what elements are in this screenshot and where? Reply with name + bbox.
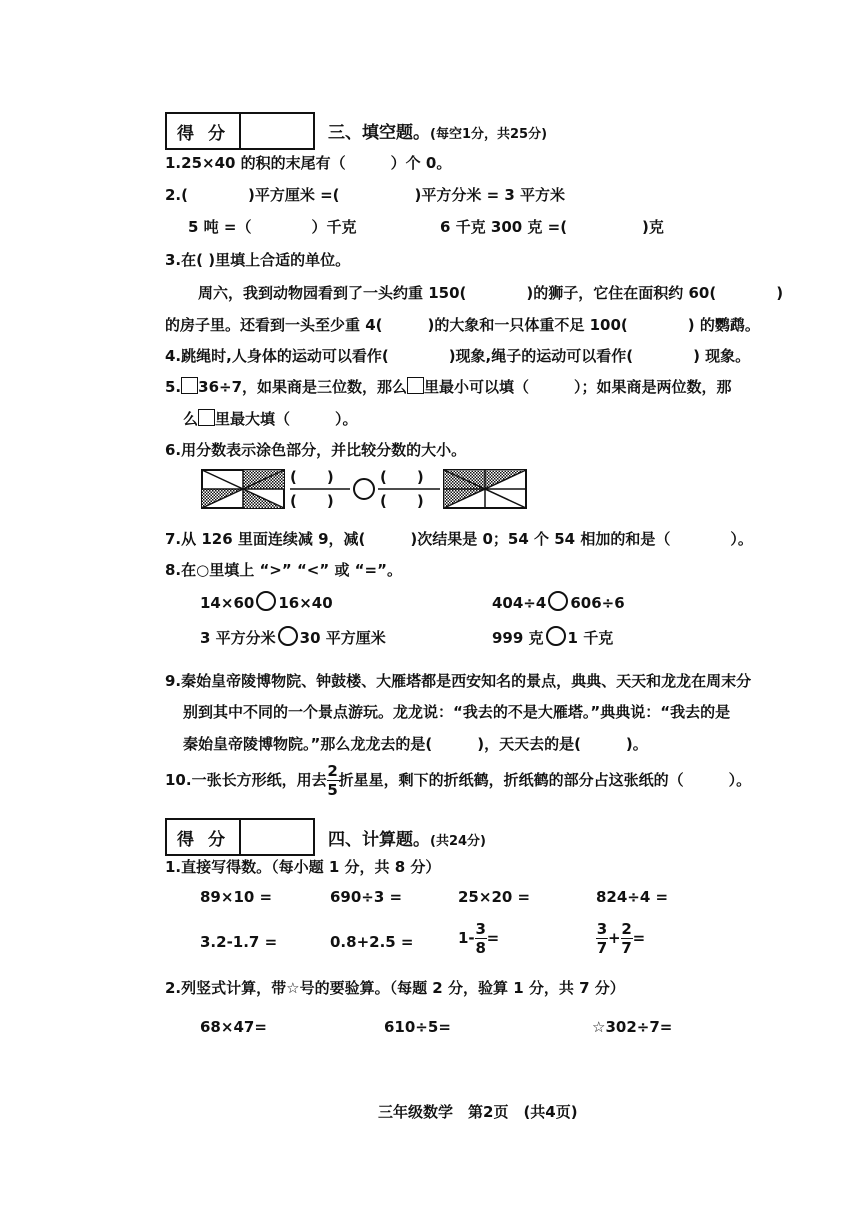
q8-item-a (200, 591, 333, 612)
f1-den: 8 (475, 939, 486, 957)
question-9c: 秦始皇帝陵博物院。”那么龙龙去的是( )，天天去的是( )。 (183, 735, 648, 753)
square-box-icon (407, 377, 424, 394)
question-3a: 周六，我到动物园看到了一头约重 150( )的狮子，它住在面积约 60( ) (198, 284, 784, 302)
compare-circle[interactable] (354, 479, 374, 499)
q10-pre: 10.一张长方形纸，用去 (165, 771, 327, 789)
score-blank[interactable] (241, 820, 313, 854)
vertical-calc-item-star: ☆302÷7= (592, 1018, 673, 1036)
section3-title (328, 118, 547, 143)
q8-b-right: 606÷6 (570, 594, 625, 612)
question-9b: 别到其中不同的一个景点游玩。龙龙说：“我去的不是大雁塔。”典典说：“我去的是 (183, 703, 731, 721)
left-numerator-blank[interactable]: ( ) (290, 468, 334, 486)
score-label: 得 分 (167, 820, 241, 854)
f2-d2: 7 (621, 939, 632, 957)
q8-c-left: 3 平方分米 (200, 629, 276, 647)
question-2b: 5 吨 =（ ）千克 (188, 218, 357, 236)
left-shaded-rectangle (202, 470, 284, 508)
fraction-3-7 (596, 920, 608, 957)
compare-circle-icon[interactable] (278, 626, 298, 646)
f2-n2: 2 (621, 920, 632, 938)
fraction-compare-figure (200, 466, 530, 512)
calc-2-title: 2.列竖式计算，带☆号的要验算。（每题 2 分，验算 1 分，共 7 分） (165, 979, 625, 997)
page-footer: 三年级数学 第2页 (共4页) (378, 1103, 578, 1121)
q8-c-right: 30 平方厘米 (299, 629, 386, 647)
question-7: 7.从 126 里面连续减 9，减( )次结果是 0；54 个 54 相加的和是（ ）。 (165, 530, 753, 548)
right-numerator-blank[interactable]: ( ) (380, 468, 424, 486)
question-1: 1.25×40 的积的末尾有（ ）个 0。 (165, 154, 452, 172)
question-6: 6.用分数表示涂色部分，并比较分数的大小。 (165, 441, 467, 459)
question-3: 3.在( )里填上合适的单位。 (165, 251, 351, 269)
left-denominator-blank[interactable]: ( ) (290, 492, 334, 510)
section3-note: (每空1分，共25分) (430, 127, 548, 142)
section4-note: (共24分) (430, 834, 486, 849)
calc-fraction-1 (458, 920, 499, 957)
vertical-calc-item: 68×47= (200, 1018, 267, 1036)
f2-op: + (608, 929, 621, 947)
q5-text-c-pre: 么 (183, 410, 199, 428)
q8-item-b (492, 591, 625, 612)
q8-item-d (492, 626, 613, 648)
right-shaded-rectangle (444, 470, 526, 508)
question-2a: 2.( )平方厘米 =( )平方分米 = 3 平方米 (165, 186, 566, 204)
q5-text-b: 里最小可以填（ ）；如果商是两位数，那 (424, 378, 732, 396)
section3-title-text: 三、填空题。 (328, 123, 430, 143)
f2-d1: 7 (596, 939, 608, 957)
question-10 (165, 762, 751, 799)
question-3b: 的房子里。还看到一头至少重 4( )的大象和一只体重不足 100( ) 的鹦鹉。 (165, 316, 760, 334)
q8-b-left: 404÷4 (492, 594, 547, 612)
q10-numerator: 2 (327, 762, 338, 780)
vertical-calc-item: 610÷5= (384, 1018, 451, 1036)
q5-prefix: 5. (165, 378, 182, 396)
f1-post: = (486, 929, 500, 947)
compare-circle-icon[interactable] (256, 591, 276, 611)
q8-d-left: 999 克 (492, 629, 544, 647)
calc-item: 690÷3 = (330, 888, 403, 906)
calc-item: 824÷4 = (596, 888, 669, 906)
calc-fraction-2 (596, 920, 645, 957)
fraction-2-5 (327, 762, 339, 799)
square-box-icon (198, 409, 215, 426)
f2-post: = (632, 929, 646, 947)
q8-item-c (200, 626, 386, 648)
calc-item: 25×20 = (458, 888, 531, 906)
question-2c: 6 千克 300 克 =( )克 (440, 218, 664, 236)
compare-circle-icon[interactable] (548, 591, 568, 611)
question-9a: 9.秦始皇帝陵博物院、钟鼓楼、大雁塔都是西安知名的景点，典典、天天和龙龙在周末分 (165, 672, 752, 690)
section4-title (328, 825, 486, 850)
compare-circle-icon[interactable] (546, 626, 566, 646)
score-label: 得 分 (167, 114, 241, 148)
q8-a-right: 16×40 (278, 594, 333, 612)
question-4: 4.跳绳时,人身体的运动可以看作( )现象,绳子的运动可以看作( ) 现象。 (165, 347, 751, 365)
calc-item: 89×10 = (200, 888, 273, 906)
q8-a-left: 14×60 (200, 594, 255, 612)
calc-1-title: 1.直接写得数。（每小题 1 分，共 8 分） (165, 858, 441, 876)
q5-text-c-post: 里最大填（ ）。 (215, 410, 358, 428)
q8-d-right: 1 千克 (567, 629, 614, 647)
calc-item: 3.2-1.7 = (200, 933, 278, 951)
calc-item: 0.8+2.5 = (330, 933, 414, 951)
question-8: 8.在○里填上 “>” “<” 或 “=”。 (165, 561, 402, 579)
question-5-line2 (183, 408, 358, 429)
q5-text-a: 36÷7，如果商是三位数，那么 (198, 378, 408, 396)
f2-n1: 3 (596, 920, 608, 938)
right-denominator-blank[interactable]: ( ) (380, 492, 424, 510)
q10-denominator: 5 (327, 781, 338, 799)
f1-pre: 1- (458, 929, 475, 947)
score-blank[interactable] (241, 114, 313, 148)
fraction-3-8 (475, 920, 487, 957)
section4-title-text: 四、计算题。 (328, 830, 430, 850)
score-box-section3 (165, 112, 315, 150)
fraction-2-7 (621, 920, 633, 957)
square-box-icon (181, 377, 198, 394)
f1-num: 3 (475, 920, 486, 938)
score-box-section4 (165, 818, 315, 856)
question-5-line1 (165, 376, 732, 397)
q10-post: 折星星，剩下的折纸鹤，折纸鹤的部分占这张纸的（ ）。 (338, 771, 752, 789)
